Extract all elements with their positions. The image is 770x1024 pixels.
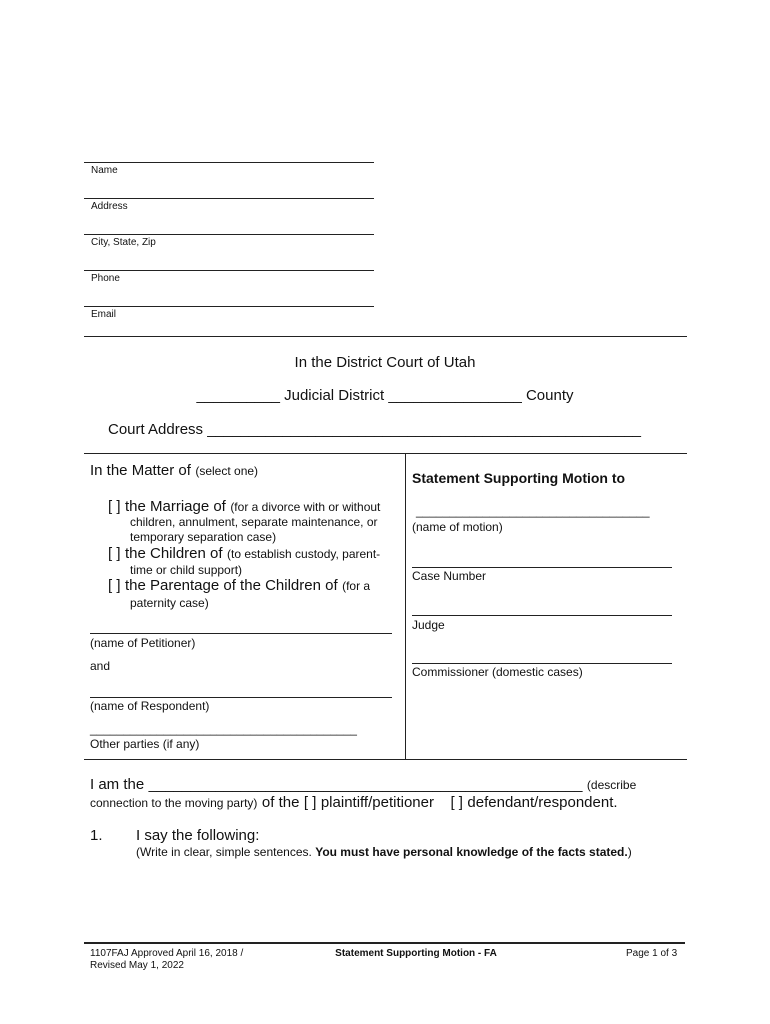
court-title: In the District Court of Utah bbox=[294, 354, 476, 371]
case-number-label: Case Number bbox=[412, 569, 487, 583]
plaintiff-label: plaintiff/petitioner bbox=[320, 794, 434, 811]
connection-row bbox=[90, 794, 618, 812]
parentage-note-b: paternity case) bbox=[130, 596, 209, 610]
and-label: and bbox=[90, 659, 111, 673]
email-line[interactable] bbox=[84, 306, 374, 307]
phone-line[interactable] bbox=[84, 270, 374, 271]
address-line[interactable] bbox=[84, 198, 374, 199]
iam-row bbox=[90, 776, 636, 794]
defendant-label: defendant/respondent. bbox=[467, 794, 618, 811]
option-parentage[interactable] bbox=[108, 577, 370, 595]
header-divider bbox=[84, 336, 687, 337]
marriage-label: the Marriage of bbox=[124, 498, 226, 515]
county-blank[interactable]: ________________ bbox=[388, 387, 522, 404]
commissioner-label: Commissioner (domestic cases) bbox=[412, 665, 583, 679]
option-marriage[interactable] bbox=[108, 498, 380, 516]
case-number-line[interactable] bbox=[412, 567, 672, 568]
describe-note: (describe bbox=[586, 778, 637, 792]
judge-line[interactable] bbox=[412, 615, 672, 616]
item-text: I say the following: bbox=[136, 827, 260, 844]
marriage-note-b: children, annulment, separate maintenance, or bbox=[130, 515, 378, 529]
district-blank[interactable]: __________ bbox=[196, 387, 280, 404]
parentage-note-a: (for a bbox=[342, 579, 371, 593]
caption-bottom-border bbox=[84, 759, 687, 760]
children-note-a: (to establish custody, parent- bbox=[226, 547, 381, 561]
plaintiff-checkbox[interactable]: [ ] bbox=[303, 794, 317, 811]
footer-divider bbox=[84, 942, 685, 944]
motion-name-blank[interactable]: ___________________________________ bbox=[416, 504, 650, 518]
matter-lead: In the Matter of bbox=[90, 462, 191, 479]
children-note-b: time or child support) bbox=[130, 563, 243, 577]
matter-select-note: (select one) bbox=[195, 464, 259, 478]
court-address-row bbox=[108, 421, 641, 438]
parentage-label: the Parentage of the Children of bbox=[124, 577, 338, 594]
caption-middle-divider bbox=[405, 453, 406, 759]
caption-top-border bbox=[84, 453, 687, 454]
option-children[interactable] bbox=[108, 545, 380, 563]
commissioner-line[interactable] bbox=[412, 663, 672, 664]
district-county-line bbox=[0, 387, 770, 404]
form-id-line1: 1107FAJ Approved April 16, 2018 / bbox=[90, 948, 244, 959]
judicial-district-label: Judicial District bbox=[284, 387, 385, 404]
court-address-label: Court Address bbox=[108, 421, 204, 438]
city-line[interactable] bbox=[84, 234, 374, 235]
instructions-close: ) bbox=[627, 845, 632, 859]
email-label: Email bbox=[91, 309, 117, 320]
form-id-line2: Revised May 1, 2022 bbox=[90, 960, 184, 971]
county-label: County bbox=[525, 387, 574, 404]
respondent-label: (name of Respondent) bbox=[90, 699, 210, 713]
petitioner-line[interactable] bbox=[90, 633, 392, 634]
motion-name-label: (name of motion) bbox=[412, 520, 503, 534]
address-label: Address bbox=[91, 201, 128, 212]
of-the-label: of the bbox=[261, 794, 300, 811]
in-the-matter-of bbox=[90, 462, 258, 480]
respondent-line[interactable] bbox=[90, 697, 392, 698]
marriage-note-c: temporary separation case) bbox=[130, 530, 277, 544]
instructions-plain: (Write in clear, simple sentences. bbox=[136, 845, 312, 859]
children-label: the Children of bbox=[124, 545, 223, 562]
children-checkbox[interactable]: [ ] bbox=[108, 545, 121, 562]
iam-blank[interactable]: ____________________________________________________ bbox=[148, 776, 583, 793]
defendant-checkbox[interactable]: [ ] bbox=[450, 794, 463, 811]
other-parties-label: Other parties (if any) bbox=[90, 737, 200, 751]
name-line[interactable] bbox=[84, 162, 374, 163]
item-number: 1. bbox=[90, 827, 103, 844]
name-label: Name bbox=[91, 165, 118, 176]
footer-page-number: Page 1 of 3 bbox=[626, 948, 678, 959]
footer-title: Statement Supporting Motion - FA bbox=[335, 948, 497, 959]
petitioner-label: (name of Petitioner) bbox=[90, 636, 196, 650]
court-address-blank[interactable]: ____________________________________________________ bbox=[207, 421, 642, 438]
phone-label: Phone bbox=[91, 273, 120, 284]
city-state-zip-label: City, State, Zip bbox=[91, 237, 156, 248]
statement-title: Statement Supporting Motion to bbox=[412, 470, 626, 486]
marriage-checkbox[interactable]: [ ] bbox=[108, 498, 121, 515]
judge-label: Judge bbox=[412, 618, 445, 632]
connection-note: connection to the moving party) bbox=[90, 796, 258, 810]
parentage-checkbox[interactable]: [ ] bbox=[108, 577, 121, 594]
instructions-bold: You must have personal knowledge of the facts stated. bbox=[315, 845, 628, 859]
instructions-row bbox=[136, 845, 632, 859]
marriage-note-a: (for a divorce with or without bbox=[230, 500, 381, 514]
other-parties-blank[interactable]: ________________________________________ bbox=[90, 722, 357, 736]
iam-lead: I am the bbox=[90, 776, 145, 793]
